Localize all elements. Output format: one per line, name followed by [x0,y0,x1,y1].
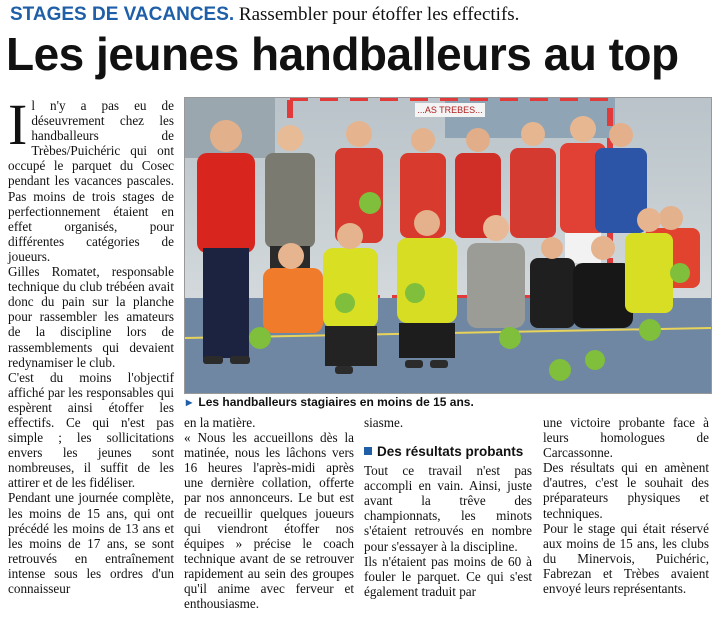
paragraph: l n'y a pas eu de déseuvrement chez les handballeurs de Trèbes/Puichéric qui ont occupé le parquet du Cosec pendant les vacances pascales. Pas moins de trois stages de perfectionnement étaient en effet organisés, pour différentes catégories de joueurs. [8,98,174,264]
article-column-2 [184,415,354,611]
photo-banner-text: ...AS TREBES... [417,105,483,115]
paragraph: une victoire probante face à leurs homologues de Carcassonne. [543,415,709,461]
article-column-4 [543,415,709,596]
subhead-text: Des résultats probants [377,444,524,460]
caption-text: Les handballeurs stagiaires en moins de 15 ans. [198,395,474,409]
square-bullet-icon [364,447,372,455]
paragraph: « Nous les accueillons dès la matinée, nous les lâchons vers 16 heures l'après-midi après une dernière collation, offerte par nos annonceurs. Le but est de recueillir quelques joueurs qui viendront étoffer nos équipes » précise le coach technique avant de se retrouver rapidement au sein des groupes qu'il anime avec ferveur et enthousiasme. [184,430,354,612]
paragraph: Ils n'étaient pas moins de 60 à fouler le parquet. Ce qui s'est également traduit par [364,553,532,599]
team-photo-illustration [185,98,711,393]
article-column-1 [8,92,174,596]
headline: Les jeunes handballeurs au top [6,28,679,80]
paragraph: Pendant une journée complète, les moins de 15 ans, qui ont précédé les moins de 13 ans et les moins de 17 ans, se sont retrouvés en entraînement intense sous les ordres d'un connaisseur [8,490,174,596]
paragraph: Gilles Romatet, responsable technique du club trébéen avait donc du pain sur la planche pour rassembler les amateurs de la discipline lors de rassemblements qui devaient redynamiser le club. [8,264,174,370]
article-column-3 [364,415,532,599]
subhead [364,444,532,459]
paragraph-continuation: siasme. [364,415,404,430]
team-photo [184,97,712,394]
paragraph: Des résultats qui en amènent d'autres, c'est le souhait des préparateurs physiques et techniques. [543,460,709,521]
kicker [10,4,519,26]
paragraph: Pour le stage qui était réservé aux moins de 15 ans, les clubs du Minervois, Puichéric, Fabrezan et Trèbes avaient envoyé leurs représentants. [543,520,709,597]
paragraph: en la matière. [184,415,256,430]
caption-arrow-icon: ▸ [186,395,193,409]
paragraph: Tout ce travail n'est pas accompli en vain. Ainsi, juste avant la trêve des championnats, les minots s'étaient retrouvés en nombre pour s'essayer à la discipline. [364,463,532,554]
kicker-tag: STAGES DE VACANCES. [10,4,235,25]
photo-caption [186,395,474,409]
paragraph: C'est du moins l'objectif affiché par les responsables qui espèrent ainsi étoffer les effectifs. Ce qui n'est pas simple ; les sollicitations envers les jeunes sont nombreuses, il suffit de les attirer et de les fidéliser. [8,369,174,491]
drop-cap: I [8,92,28,157]
kicker-text: Rassembler pour étoffer les effectifs. [238,4,520,25]
